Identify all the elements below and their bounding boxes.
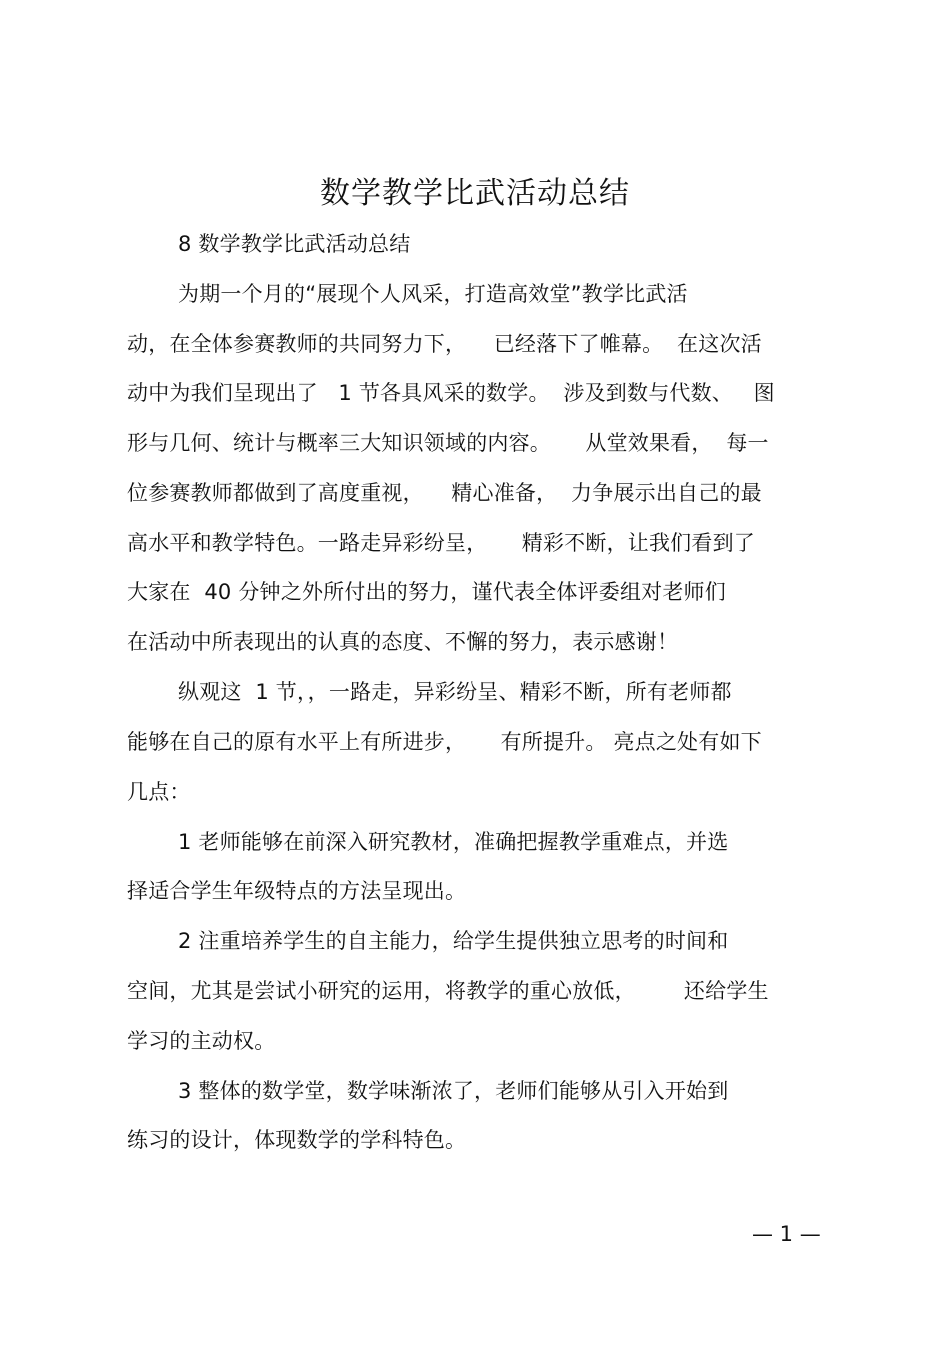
subtitle-line: 8 数学教学比武活动总结	[178, 232, 411, 256]
document-title: 数学教学比武活动总结	[320, 176, 630, 211]
body-line: 形与几何、统计与概率三大知识领域的内容。 从堂效果看， 每一	[127, 431, 769, 455]
list-item-line: 2 注重培养学生的自主能力，给学生提供独立思考的时间和	[178, 929, 729, 953]
list-item-line: 练习的设计，体现数学的学科特色。	[127, 1128, 467, 1152]
list-item-line: 1 老师能够在前深入研究教材，准确把握教学重难点，并选	[178, 830, 729, 854]
body-line: 几点：	[127, 780, 191, 804]
body-line: 高水平和教学特色。一路走异彩纷呈， 精彩不断，让我们看到了	[127, 531, 755, 555]
body-line: 纵观这 1 节，，一路走，异彩纷呈、精彩不断，所有老师都	[178, 680, 732, 704]
list-item-line: 空间，尤其是尝试小研究的运用，将教学的重心放低， 还给学生	[127, 979, 769, 1003]
body-line: 动中为我们呈现出了 1 节各具风采的数学。 涉及到数与代数、 图	[127, 381, 775, 405]
body-line: 大家在 40 分钟之外所付出的努力，谨代表全体评委组对老师们	[127, 580, 726, 604]
list-item-line: 学习的主动权。	[127, 1029, 276, 1053]
list-item-line: 择适合学生年级特点的方法呈现出。	[127, 879, 467, 903]
list-item-line: 3 整体的数学堂，数学味渐浓了，老师们能够从引入开始到	[178, 1079, 729, 1103]
body-line: 动，在全体参赛教师的共同努力下， 已经落下了帷幕。 在这次活	[127, 332, 762, 356]
page-number: — 1 —	[752, 1222, 821, 1246]
body-line: 在活动中所表现出的认真的态度、不懈的努力，表示感谢！	[127, 630, 679, 654]
body-line: 能够在自己的原有水平上有所进步， 有所提升。 亮点之处有如下	[127, 730, 762, 754]
body-line: 位参赛教师都做到了高度重视， 精心准备， 力争展示出自己的最	[127, 481, 762, 505]
body-line: 为期一个月的“展现个人风采，打造高效堂”教学比武活	[178, 282, 688, 306]
